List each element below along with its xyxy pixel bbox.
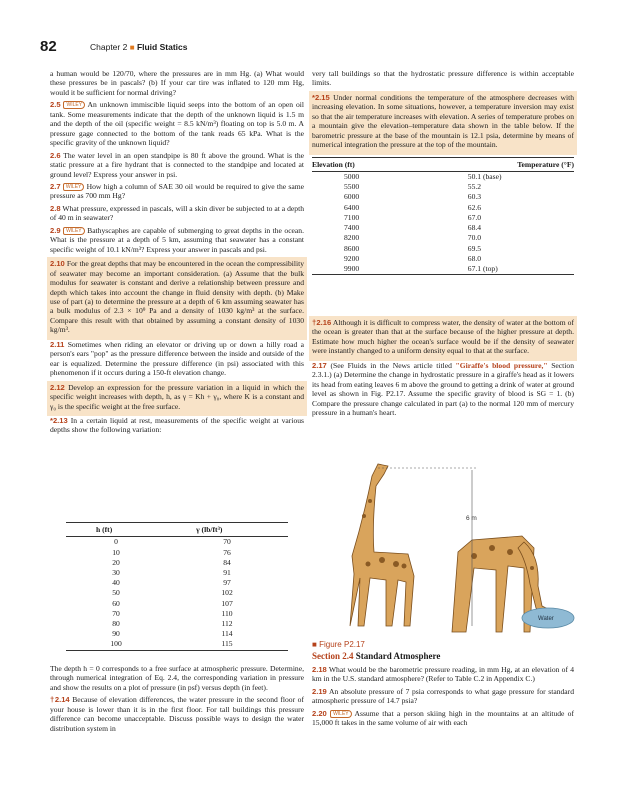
problem-text: In a certain liquid at rest, measurements of the specific weight at various depths show the following variation: (50, 415, 304, 435)
square-bullet-icon: ■ (312, 640, 317, 649)
table-row (66, 619, 288, 629)
news-article-link[interactable]: "Giraffe's blood pressure," (455, 360, 548, 370)
table-cell: 68.0 (467, 253, 482, 263)
section-title: Standard Atmosphere (355, 651, 441, 662)
caption-text: Figure P2.17 (319, 640, 365, 649)
problem-2-20 (312, 709, 574, 728)
section-heading (312, 652, 574, 661)
problem-number: 2.17 (312, 360, 327, 370)
problem-number: 2.20 (312, 708, 327, 718)
table-cell: 70 (112, 608, 120, 618)
table-cell: 84 (223, 557, 231, 567)
left-column (50, 69, 304, 438)
table-cell: 69.5 (467, 243, 482, 253)
table-cell: 80 (112, 619, 120, 629)
video-tag-icon: WILEY (63, 227, 85, 235)
table-row (66, 578, 288, 588)
table-cell: 76 (223, 547, 231, 557)
table-row (312, 264, 574, 275)
table-row (312, 182, 574, 192)
dimension-label: 6 m (466, 515, 477, 522)
problem-text: Because of elevation differences, the water pressure in the second floor of your house is lower than it is in the first floor. For tall buildings this pressure difference can become unacceptable. Discuss possible ways to design the water distribution system in (50, 695, 304, 733)
table-cell: 62.6 (467, 202, 482, 212)
table-cell: 70 (223, 537, 231, 547)
water-label: Water (538, 616, 554, 622)
continued-text: very tall buildings so that the hydrostatic pressure difference is within acceptable limits. (312, 69, 574, 88)
problem-2-18 (312, 665, 574, 684)
problem-text: What pressure, expressed in pascals, will a skin diver be subjected to at a depth of 40 m in seawater? (50, 203, 304, 223)
table-cell: 10 (112, 547, 120, 557)
table-cell: 97 (223, 578, 231, 588)
chapter-title: Fluid Statics (136, 42, 188, 52)
problem-2-8 (50, 204, 304, 223)
figure-caption (312, 640, 574, 649)
table-cell: 67.0 (467, 212, 482, 222)
problem-number: *2.15 (312, 92, 330, 102)
table-row (66, 588, 288, 598)
chapter-label: Chapter 2 (90, 42, 128, 52)
section-number: Section 2.4 (312, 651, 354, 662)
problem-2-7 (50, 182, 304, 201)
problem-2-13 (50, 416, 304, 435)
table-row (66, 629, 288, 639)
table-cell: 90 (112, 629, 120, 639)
right-column-bottom (312, 640, 574, 731)
elevation-table (312, 157, 574, 275)
problem-number: 2.8 (50, 203, 61, 213)
page-number: 82 (40, 38, 57, 55)
standing-giraffe (350, 464, 414, 626)
problem-2-9 (50, 226, 304, 254)
highlight-band (47, 381, 307, 416)
table-followup-text: The depth h = 0 corresponds to a free surface at atmospheric pressure. Determine, through numerical integration of Eq. 2.4, the corresponding variation in pressure and show the results on a plot of pressure (in psf) versus depth (in feet). (50, 664, 304, 692)
problem-text: An absolute pressure of 7 psia corresponds to what gage pressure for standard atmospheric pressure of 14.7 psia? (312, 686, 574, 706)
problem-number: 2.18 (312, 664, 327, 674)
problem-2-6 (50, 151, 304, 179)
problem-text: Sometimes when riding an elevator or driving up or down a hilly road a person's ears "pop" as the pressure difference between the inside and outside of the ear is equalized. Determine the pressure difference (in psi) associated with this phenomenon if it occurs during a 150-ft elevation change. (50, 339, 304, 378)
problem-2-5 (50, 100, 304, 147)
table-row (312, 233, 574, 243)
highlight-band (309, 316, 577, 361)
table-row (312, 213, 574, 223)
table-cell: 7100 (344, 212, 360, 222)
table-cell: 55.2 (467, 182, 482, 192)
table-cell: 9900 (344, 263, 360, 273)
problem-number: 2.6 (50, 150, 61, 160)
table-cell: 114 (221, 629, 233, 639)
table-cell: 6000 (344, 192, 360, 202)
problem-2-19 (312, 687, 574, 706)
table-cell: 107 (221, 598, 233, 608)
problem-2-14 (50, 695, 304, 733)
table-cell: 60.3 (467, 192, 482, 202)
table-row (312, 223, 574, 233)
table-row (66, 558, 288, 568)
problem-2-15 (312, 93, 574, 150)
table-cell: 100 (110, 639, 122, 649)
highlight-band (47, 257, 307, 340)
table-cell: 60 (112, 598, 120, 608)
square-bullet-icon: ■ (129, 43, 135, 52)
elevation-table-body (312, 172, 574, 275)
problem-text: How high a column of SAE 30 oil would be required to give the same pressure as 700 mm Hg? (50, 181, 304, 201)
table-cell: 68.4 (467, 223, 482, 233)
table-cell: 91 (223, 568, 231, 578)
table-cell: 70.0 (467, 233, 482, 243)
table-row (66, 599, 288, 609)
table-cell: 8600 (344, 243, 360, 253)
table-cell: 0 (114, 537, 118, 547)
table-cell: 30 (112, 568, 120, 578)
intro-text: a human would be 120/70, where the pressures are in mm Hg. (a) What would these pressures be in pascals? (b) If your car tire was inflated to 120 mm Hg, would it be sufficient for normal driving? (50, 69, 304, 97)
problem-2-17 (312, 361, 574, 418)
table-cell: 102 (221, 588, 233, 598)
problem-number: 2.11 (50, 339, 65, 349)
problem-number: *2.13 (50, 415, 68, 425)
table-cell: 67.1 (top) (467, 263, 498, 273)
table-cell: 7400 (344, 223, 360, 233)
highlight-band (309, 91, 577, 155)
table-row (66, 609, 288, 619)
chapter-heading (90, 42, 187, 52)
table-header: h (ft) (66, 523, 166, 537)
table-row (312, 172, 574, 183)
table-cell: 6400 (344, 202, 360, 212)
table-row (312, 244, 574, 254)
problem-text: Although it is difficult to compress water, the density of water at the bottom of the ocean is greater than that at the surface because of the higher pressure at depth. Estimate how much higher the ocean's surface would be if the density of seawater were instantly changed to a uniform density equal to that at the surface. (312, 318, 574, 356)
table-row (66, 639, 288, 650)
problem-number: †2.14 (50, 695, 70, 705)
problem-number: 2.9 (50, 225, 61, 235)
table-cell: 40 (112, 578, 120, 588)
problem-2-16 (312, 318, 574, 356)
video-tag-icon: WILEY (330, 710, 352, 718)
table-row (66, 537, 288, 548)
table-row (312, 203, 574, 213)
table-cell: 110 (221, 608, 233, 618)
table-header: γ (lb/ft³) (166, 523, 288, 537)
depth-table-wrapper (66, 522, 288, 651)
table-cell: 112 (221, 619, 233, 629)
left-column-bottom (50, 664, 304, 736)
table-cell: 115 (221, 639, 233, 649)
giraffe-figure (312, 456, 582, 638)
table-header: Temperature (°F) (390, 157, 574, 171)
page-header (40, 38, 590, 58)
problem-text: For the great depths that may be encountered in the ocean the compressibility of seawater may become an important consideration. (a) Assume that the bulk modulus for seawater is constant and derive a relationship between pressure and depth which takes into account the change in fluid density with depth. (b) Make use of part (a) to determine the pressure at a depth of 6 km assuming seawater has a bulk modulus of 2.3 × 10⁹ Pa and a density of 1030 kg/m³ at the surface. Compare this result with that obtained by assuming a constant density of 1030 kg/m³. (50, 259, 304, 335)
video-tag-icon: WILEY (63, 183, 85, 191)
table-cell: 50.1 (base) (467, 172, 502, 182)
table-cell: 9200 (344, 253, 360, 263)
problem-2-11 (50, 340, 304, 378)
problem-text: Section 2.3.1.) (a) Determine the change in hydrostatic pressure in a giraffe's head as it lowers its head from eating leaves 6 m above the ground to getting a drink of water at ground level as shown in Fig. P2.17. Assume the specific gravity of blood is SG = 1. (b) Compare the pressure change calculated in part (a) to the normal 120 mm of mercury pressure in a human's heart. (312, 360, 574, 418)
problem-number: 2.7 (50, 181, 61, 191)
problem-text: The water level in an open standpipe is 80 ft above the ground. What is the static pressure at a fire hydrant that is connected to the standpipe and located at ground level? Express your answer in psi. (50, 150, 304, 179)
problem-text: An unknown immiscible liquid seeps into the bottom of an open oil tank. Some measurements indicate that the depth of the unknown liquid is 1.5 m and the depth of the oil (specific weight = 8.5 kN/m³) floating on top is 5.0 m. A pressure gage connected to the bottom of the tank reads 65 kPa. What is the specific gravity of the unknown liquid? (50, 100, 304, 148)
table-row (66, 568, 288, 578)
problem-number: 2.5 (50, 100, 61, 110)
problem-2-10 (50, 259, 304, 335)
problem-text: Bathyscaphes are capable of submerging to great depths in the ocean. What is the pressure at a depth of 5 km, assuming that seawater has a constant specific weight of 10.1 kN/m³? Express your answer in pascals and psi. (50, 225, 304, 254)
table-row (312, 254, 574, 264)
table-header: Elevation (ft) (312, 157, 390, 171)
problem-text: What would be the barometric pressure reading, in mm Hg, at an elevation of 4 km in the U.S. standard atmosphere? (Refer to Table C.2 in Appendix C.) (312, 664, 575, 684)
table-cell: 5500 (344, 182, 360, 192)
table-cell: 5000 (344, 172, 360, 182)
depth-table (66, 522, 288, 651)
table-row (312, 192, 574, 202)
table-row (66, 548, 288, 558)
problem-text: (See Fluids in the News article titled (330, 360, 456, 370)
problem-2-12 (50, 383, 304, 411)
problem-text: Develop an expression for the pressure variation in a liquid in which the specific weight increases with depth, h, as γ = Kh + γ₀, where K is a constant and γ₀ is the specific weight at the free surface. (50, 382, 304, 411)
problem-number: 2.10 (50, 259, 65, 269)
video-tag-icon: WILEY (63, 101, 85, 109)
problem-text: Under normal conditions the temperature of the atmosphere decreases with increasing elevation. In some situations, however, a temperature inversion may exist so that the air temperature increases with elevation. A series of temperature probes on a mountain give the elevation–temperature data shown in the table below. If the barometric pressure at the base of the mountain is 12.1 psia, determine by means of numerical integration the pressure at the top of the mountain. (312, 92, 574, 150)
problem-number: †2.16 (312, 318, 332, 327)
table-cell: 20 (112, 557, 120, 567)
table-cell: 50 (112, 588, 120, 598)
table-cell: 8200 (344, 233, 360, 243)
right-column-mid (312, 316, 574, 421)
right-column (312, 69, 574, 275)
problem-number: 2.12 (50, 382, 65, 392)
problem-text: Assume that a person skiing high in the mountains at an altitude of 15,000 ft takes in the same volume of air with each (312, 708, 575, 728)
problem-number: 2.19 (312, 686, 327, 696)
depth-table-body (66, 537, 288, 650)
